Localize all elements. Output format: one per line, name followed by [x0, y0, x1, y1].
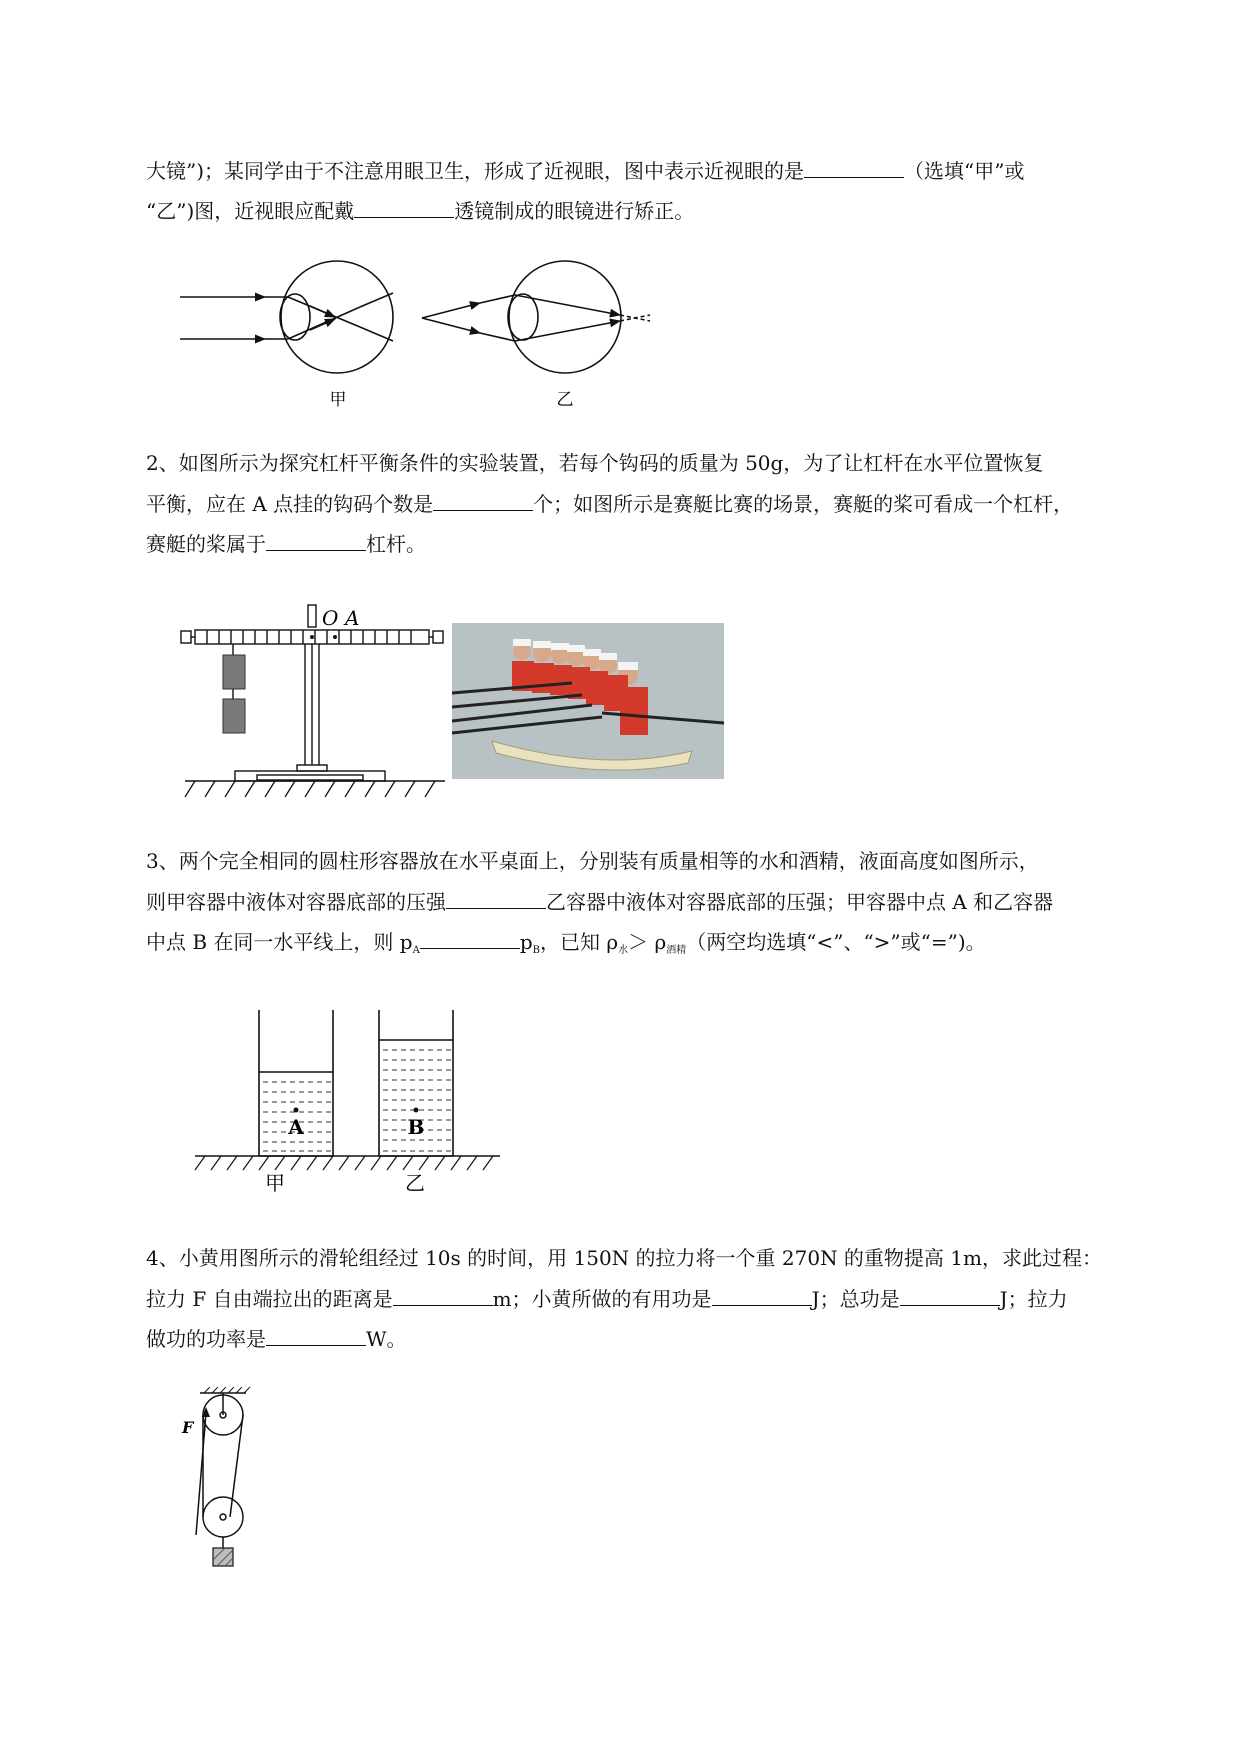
q1-blank-2[interactable]	[354, 197, 454, 218]
label-container-jia: 甲	[265, 1171, 285, 1195]
q1-text-1a: 大镜”)；某同学由于不注意用眼卫生，形成了近视眼，图中表示近视眼的是	[146, 159, 805, 183]
q2-line-3	[146, 530, 426, 557]
q3-line-2	[146, 888, 1053, 915]
q2-line-2	[146, 490, 1073, 517]
q4-blank-1[interactable]	[393, 1285, 493, 1306]
q4-text-2c: J；总功是	[811, 1287, 900, 1311]
label-container-yi: 乙	[405, 1171, 425, 1195]
q4-text-1: 4、小黄用图所示的滑轮组经过 10s 的时间，用 150N 的拉力将一个重 270N 的重物提高 1m，求此过程：	[146, 1246, 1102, 1270]
point-A	[294, 1108, 299, 1113]
ceiling-hatch	[204, 1387, 250, 1393]
q3-text-1: 3、两个完全相同的圆柱形容器放在水平桌面上，分别装有质量相等的水和酒精，液面高度如图所示，	[146, 849, 1039, 873]
q1-eye-figure	[170, 255, 670, 415]
q2-line-1	[146, 450, 1043, 476]
q2-text-2a: 平衡，应在 A 点挂的钩码个数是	[146, 492, 434, 516]
q4-line-1	[146, 1245, 1102, 1271]
q3-line-1	[146, 848, 1039, 874]
q1-line-2	[146, 197, 694, 224]
eye-yi	[422, 261, 650, 373]
label-F: F	[182, 1418, 194, 1437]
ground-hatch	[185, 781, 435, 797]
q2-blank-2[interactable]	[266, 530, 366, 551]
q2-text-3a: 赛艇的桨属于	[146, 532, 266, 556]
q3-blank-2[interactable]	[420, 928, 520, 949]
eye-jia	[180, 261, 393, 373]
q1-text-1b: （选填“甲”或	[904, 159, 1025, 183]
q4-text-3a: 做功的功率是	[146, 1327, 266, 1351]
table-hatch	[195, 1156, 493, 1170]
q2-text-3b: 杠杆。	[366, 532, 426, 556]
q3-text-3a: 中点 B 在同一水平线上，则 p	[146, 930, 413, 954]
q3-line-3	[146, 928, 986, 964]
q4-line-3	[146, 1325, 407, 1352]
q1-blank-1[interactable]	[804, 157, 904, 178]
q3-text-2a: 则甲容器中液体对容器底部的压强	[146, 890, 446, 914]
q4-blank-3[interactable]	[900, 1285, 1000, 1306]
q3-text-3gt: ＞ ρ	[628, 930, 667, 954]
q1-text-2a: “乙”)图，近视眼应配戴	[146, 199, 355, 223]
q3-sub-water: 水	[618, 945, 629, 956]
q3-sub-alcohol: 酒精	[666, 945, 687, 956]
q4-text-2d: J；拉力	[999, 1287, 1068, 1311]
q3-text-2b: 乙容器中液体对容器底部的压强；甲容器中点 A 和乙容器	[546, 890, 1054, 914]
q3-container-figure	[185, 1000, 505, 1200]
q3-sub-A: A	[412, 945, 420, 956]
lever-ticks	[207, 630, 411, 644]
hanging-weights	[223, 655, 245, 733]
q2-lever-figure	[175, 595, 455, 805]
q4-pulley-figure	[170, 1385, 270, 1575]
q4-line-2	[146, 1285, 1068, 1312]
fig-label-jia: 甲	[329, 390, 347, 410]
fig-label-yi: 乙	[556, 390, 574, 410]
q4-blank-2[interactable]	[712, 1285, 812, 1306]
q4-text-3b: W。	[366, 1327, 407, 1351]
rowing-photo-drawing	[452, 623, 724, 779]
movable-pulley	[203, 1497, 243, 1537]
point-B	[414, 1108, 419, 1113]
q2-text-1: 2、如图所示为探究杠杆平衡条件的实验装置，若每个钩码的质量为 50g，为了让杠杆在水平位置恢复	[146, 451, 1044, 475]
q4-blank-4[interactable]	[266, 1325, 366, 1346]
q3-sub-B: B	[532, 945, 540, 956]
q4-text-2b: m；小黄所做的有用功是	[492, 1287, 712, 1311]
q3-text-3c: （两空均选填“<”、“>”或“=”)。	[686, 930, 986, 954]
q3-text-3b: ，已知 ρ	[539, 930, 619, 954]
label-O: O	[322, 606, 339, 630]
q3-text-3p: p	[519, 930, 533, 954]
q1-line-1	[146, 157, 1024, 184]
q2-text-2b: 个；如图所示是赛艇比赛的场景，赛艇的桨可看成一个杠杆，	[533, 492, 1074, 516]
q3-blank-1[interactable]	[446, 888, 546, 909]
label-point-A: A	[288, 1115, 304, 1139]
q4-text-2a: 拉力 F 自由端拉出的距离是	[146, 1287, 393, 1311]
label-point-B: B	[407, 1115, 425, 1139]
q2-blank-1[interactable]	[433, 490, 533, 511]
q1-text-2b: 透镜制成的眼镜进行矫正。	[454, 199, 695, 223]
label-A: A	[345, 606, 360, 630]
rowing-photo	[452, 623, 724, 779]
